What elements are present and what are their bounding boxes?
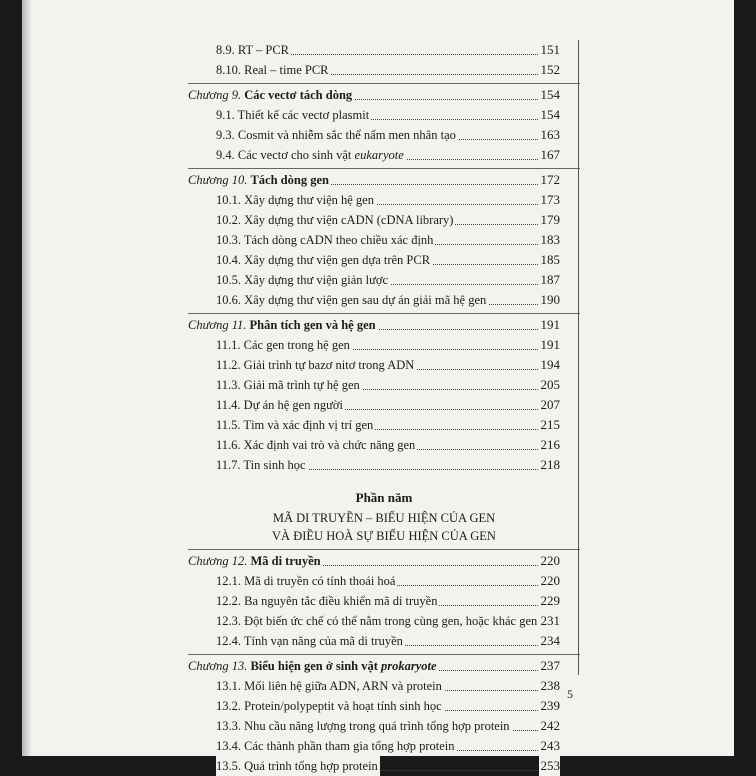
toc-section-entry [188,736,580,756]
toc-chapter-entry [188,83,580,105]
page-ref: 187 [539,270,561,290]
page-ref: 163 [539,125,561,145]
toc-section-entry [188,210,580,230]
chapter-title [188,85,354,105]
section-title: 11.5. Tìm và xác định vị trí gen [216,415,375,435]
section-title: 11.3. Giải mã trình tự hệ gen [216,375,362,395]
page-ref: 238 [539,676,561,696]
section-title: 12.2. Ba nguyên tắc điều khiển mã di truyền [216,591,439,611]
toc-section-entry [188,571,580,591]
toc-section-entry [188,415,580,435]
toc-section-entry [188,230,580,250]
toc-section-entry [188,375,580,395]
toc-chapter-entry [188,168,580,190]
page-ref: 205 [539,375,561,395]
section-title: 10.2. Xây dựng thư viện cADN (cDNA library) [216,210,455,230]
page-ref: 191 [539,315,561,335]
page-ref: 229 [539,591,561,611]
toc-section-entry [188,756,580,776]
page-ref: 152 [539,60,561,80]
toc-top-list [188,40,580,475]
chapter-title [188,315,378,335]
page-ref: 220 [539,571,561,591]
section-title: 10.3. Tách dòng cADN theo chiều xác định [216,230,435,250]
toc-section-entry [188,716,580,736]
section-title: 13.4. Các thành phần tham gia tổng hợp protein [216,736,457,756]
chapter-title [188,170,331,190]
toc-section-entry [188,250,580,270]
section-title: 13.1. Mối liên hệ giữa ADN, ARN và protein [216,676,444,696]
section-title: 8.10. Real – time PCR [216,60,331,80]
part-title-line-2: VÀ ĐIỀU HOÀ SỰ BIỂU HIỆN CỦA GEN [272,529,496,543]
page-ref: 173 [539,190,561,210]
chapter-prefix: Chương 9. [188,88,242,102]
toc-section-entry [188,676,580,696]
page-ref: 216 [539,435,561,455]
section-title: 11.4. Dự án hệ gen người [216,395,345,415]
section-title: 12.4. Tính vạn năng của mã di truyền [216,631,405,651]
section-title: 9.4. Các vectơ cho sinh vật eukaryote [216,145,406,165]
section-title: 10.1. Xây dựng thư viện hệ gen [216,190,376,210]
section-title: 13.3. Nhu cầu năng lượng trong quá trình tổng hợp protein [216,716,512,736]
toc-section-entry [188,611,580,631]
section-title: 9.1. Thiết kế các vectơ plasmit [216,105,371,125]
chapter-prefix: Chương 10. [188,173,248,187]
toc-bottom-list [188,549,580,776]
part-heading-block [188,489,580,545]
section-title: 10.6. Xây dựng thư viện gen sau dự án giải mã hệ gen [216,290,488,310]
section-title: 10.5. Xây dựng thư viện giản lược [216,270,390,290]
toc-section-entry [188,40,580,60]
page-ref: 207 [539,395,561,415]
section-title: 10.4. Xây dựng thư viện gen dựa trên PCR [216,250,432,270]
toc-section-entry [188,335,580,355]
section-title: 11.7. Tin sinh học [216,455,308,475]
page-ref: 154 [539,85,561,105]
section-title: 11.2. Giải trình tự bazơ nitơ trong ADN [216,355,416,375]
toc-section-entry [188,60,580,80]
page-ref: 231 [539,611,561,631]
toc-section-entry [188,631,580,651]
section-title: 9.3. Cosmit và nhiễm sắc thể nấm men nhân tạo [216,125,458,145]
toc-section-entry [188,105,580,125]
chapter-name: Phân tích gen và hệ gen [249,318,376,332]
section-title: 13.5. Quá trình tổng hợp protein [216,756,380,776]
section-title: 13.2. Protein/polypeptit và hoạt tính sinh học [216,696,444,716]
toc-section-entry [188,190,580,210]
toc-section-entry [188,455,580,475]
page-ref: 234 [539,631,561,651]
part-heading: Phần năm [355,490,413,505]
page-ref: 167 [539,145,561,165]
toc-section-entry [188,435,580,455]
page-number: 5 [567,687,573,701]
page-ref: 172 [539,170,561,190]
chapter-prefix: Chương 13. [188,659,248,673]
chapter-prefix: Chương 11. [188,318,247,332]
page-ref: 154 [539,105,561,125]
page-gutter-shadow [22,0,32,756]
chapter-name: Tách dòng gen [250,173,329,187]
page-ref: 220 [539,551,561,571]
toc-section-entry [188,591,580,611]
page-ref: 190 [539,290,561,310]
toc-chapter-entry [188,549,580,571]
toc-section-entry [188,145,580,165]
page-ref: 179 [539,210,561,230]
chapter-prefix: Chương 12. [188,554,248,568]
toc-chapter-entry [188,313,580,335]
toc-section-entry [188,270,580,290]
toc-chapter-entry [188,654,580,676]
chapter-name: Mã di truyền [250,554,321,568]
section-title: 8.9. RT – PCR [216,40,291,60]
toc-section-entry [188,355,580,375]
chapter-title [188,656,439,676]
section-title: 12.3. Đột biến ức chế có thể nằm trong cùng gen, hoặc khác gen [216,611,539,631]
page-ref: 243 [539,736,561,756]
part-title-line-1: MÃ DI TRUYỀN – BIỂU HIỆN CỦA GEN [272,511,496,525]
page-ref: 218 [539,455,561,475]
page-ref: 237 [539,656,561,676]
page-ref: 239 [539,696,561,716]
section-title: 12.1. Mã di truyền có tính thoái hoá [216,571,397,591]
toc-section-entry [188,696,580,716]
chapter-name: Biểu hiện gen ở sinh vật prokaryote [250,659,437,673]
toc-section-entry [188,290,580,310]
page-ref: 242 [539,716,561,736]
toc-section-entry [188,395,580,415]
toc-section-entry [188,125,580,145]
chapter-name: Các vectơ tách dòng [244,88,353,102]
table-of-contents [188,40,580,776]
page-ref: 215 [539,415,561,435]
page-ref: 194 [539,355,561,375]
section-title: 11.1. Các gen trong hệ gen [216,335,352,355]
page-ref: 183 [539,230,561,250]
page-ref: 191 [539,335,561,355]
chapter-title [188,551,323,571]
page-ref: 151 [539,40,561,60]
page-ref: 253 [539,756,561,776]
page-ref: 185 [539,250,561,270]
section-title: 11.6. Xác định vai trò và chức năng gen [216,435,417,455]
